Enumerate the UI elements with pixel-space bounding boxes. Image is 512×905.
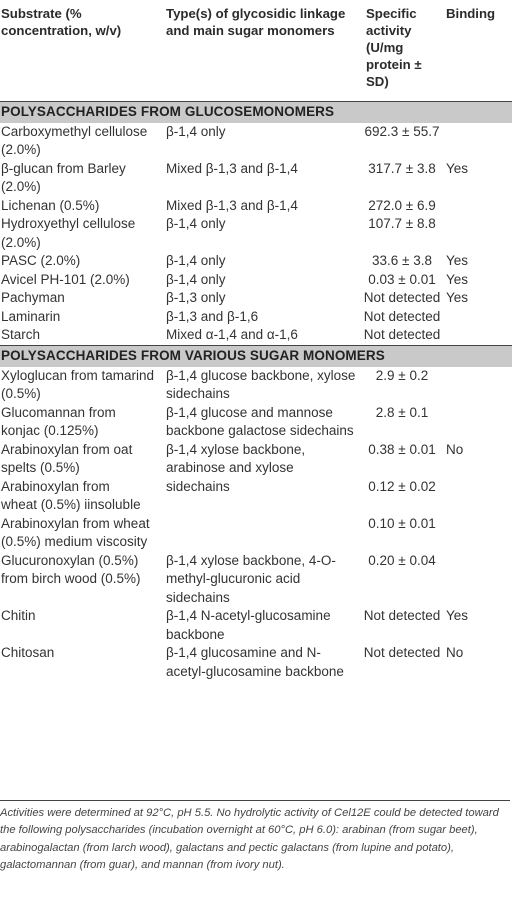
substrate-cell: Chitin bbox=[1, 608, 36, 623]
binding-cell: No bbox=[446, 645, 464, 660]
table-row bbox=[0, 441, 512, 478]
linkage-cell: β-1,4 only bbox=[166, 216, 226, 231]
linkage-cell: β-1,4 N-acetyl-glucosamine backbone bbox=[166, 608, 331, 642]
table-row bbox=[0, 515, 512, 552]
binding-cell: Yes bbox=[446, 160, 469, 176]
activity-cell: 33.6 ± 3.8 bbox=[372, 253, 432, 268]
section-title: POLYSACCHARIDES FROM GLUCOSEMONOMERS bbox=[0, 101, 512, 123]
binding-cell bbox=[442, 197, 512, 216]
substrate-cell: Starch bbox=[1, 327, 41, 342]
binding-cell: Yes bbox=[446, 271, 469, 287]
linkage-cell: β-1,4 glucose and mannose backbone galactose sidechains bbox=[166, 404, 354, 438]
substrate-cell: wheat (0.5%) iinsoluble bbox=[1, 497, 141, 512]
binding-cell bbox=[442, 326, 512, 345]
activity-cell bbox=[362, 496, 442, 515]
substrate-cell: Lichenan (0.5%) bbox=[1, 197, 100, 213]
substrate-cell: PASC (2.0%) bbox=[1, 253, 81, 268]
linkage-cell: sidechains bbox=[166, 478, 230, 494]
binding-cell bbox=[442, 404, 512, 441]
linkage-cell: β-1,4 xylose backbone, 4-O-methyl-glucuronic acid sidechains bbox=[166, 552, 336, 605]
binding-cell bbox=[442, 478, 512, 497]
binding-cell bbox=[442, 123, 512, 160]
binding-cell: No bbox=[446, 441, 464, 457]
substrate-cell: Laminarin bbox=[1, 308, 61, 324]
table-row bbox=[0, 123, 512, 160]
header-substrate: Substrate (% concentration, w/v) bbox=[1, 6, 122, 38]
activity-cell: 0.10 ± 0.01 bbox=[368, 515, 436, 531]
table-row bbox=[0, 496, 512, 515]
table-row bbox=[0, 308, 512, 327]
substrate-cell: Chitosan bbox=[1, 645, 55, 660]
header-linkage: Type(s) of glycosidic linkage and main sugar monomers bbox=[166, 6, 346, 38]
activity-cell: Not detected bbox=[363, 290, 441, 305]
header-binding: Binding bbox=[446, 6, 496, 21]
table-row bbox=[0, 404, 512, 441]
substrate-cell: Arabinoxylan from bbox=[1, 478, 110, 494]
activity-cell: Not detected bbox=[363, 327, 441, 342]
section-title: POLYSACCHARIDES FROM VARIOUS SUGAR MONOMERS bbox=[0, 345, 512, 367]
linkage-cell: β-1,4 glucosamine and N-acetyl-glucosamine backbone bbox=[166, 645, 344, 679]
linkage-cell: β-1,4 only bbox=[166, 123, 226, 139]
linkage-cell: Mixed β-1,3 and β-1,4 bbox=[166, 160, 298, 176]
section-header bbox=[0, 101, 512, 123]
activity-cell: 0.20 ± 0.04 bbox=[368, 552, 436, 568]
activity-cell: 2.8 ± 0.1 bbox=[375, 404, 429, 420]
linkage-cell: Mixed α-1,4 and α-1,6 bbox=[166, 327, 298, 342]
substrate-cell: Glucuronoxylan (0.5%) from birch wood (0.5%) bbox=[1, 552, 141, 586]
linkage-cell: Mixed β-1,3 and β-1,4 bbox=[166, 197, 298, 213]
linkage-cell bbox=[162, 515, 362, 552]
substrate-cell: Arabinoxylan from wheat (0.5%) medium viscosity bbox=[1, 515, 150, 549]
binding-cell bbox=[442, 496, 512, 515]
binding-cell bbox=[442, 552, 512, 608]
linkage-cell: β-1,4 glucose backbone, xylose sidechains bbox=[166, 367, 356, 401]
linkage-cell: β-1,4 xylose backbone, arabinose and xylose bbox=[166, 441, 306, 475]
substrate-cell: Hydroxyethyl cellulose (2.0%) bbox=[1, 216, 136, 250]
linkage-cell: β-1,3 and β-1,6 bbox=[166, 308, 259, 324]
activity-cell: 692.3 ± 55.7 bbox=[364, 123, 440, 139]
activity-cell: Not detected bbox=[363, 645, 441, 660]
table-row bbox=[0, 607, 512, 644]
activity-cell: 0.12 ± 0.02 bbox=[368, 478, 436, 494]
substrate-cell: Glucomannan from konjac (0.125%) bbox=[1, 404, 116, 438]
substrate-cell: Avicel PH-101 (2.0%) bbox=[1, 271, 130, 287]
table-row bbox=[0, 160, 512, 197]
table-row bbox=[0, 478, 512, 497]
binding-cell: Yes bbox=[446, 290, 469, 305]
activity-cell: Not detected bbox=[363, 608, 441, 623]
substrate-cell: Carboxymethyl cellulose (2.0%) bbox=[1, 123, 148, 157]
activity-cell: 107.7 ± 8.8 bbox=[368, 216, 436, 231]
binding-cell bbox=[442, 367, 512, 404]
linkage-cell bbox=[162, 496, 362, 515]
activity-cell: Not detected bbox=[363, 308, 441, 324]
table-body bbox=[0, 101, 512, 681]
table-row bbox=[0, 271, 512, 290]
substrate-cell: Xyloglucan from tamarind (0.5%) bbox=[1, 367, 155, 401]
table-row bbox=[0, 252, 512, 271]
activity-cell: 0.38 ± 0.01 bbox=[368, 441, 436, 457]
activity-cell: 0.03 ± 0.01 bbox=[368, 271, 436, 287]
table-row bbox=[0, 215, 512, 252]
linkage-cell: β-1,4 only bbox=[166, 253, 226, 268]
activity-cell: 2.9 ± 0.2 bbox=[375, 367, 429, 383]
substrate-cell: Arabinoxylan from oat spelts (0.5%) bbox=[1, 441, 133, 475]
table-row bbox=[0, 552, 512, 608]
table-row bbox=[0, 289, 512, 308]
table-row bbox=[0, 326, 512, 345]
table-footnote: Activities were determined at 92°C, pH 5.5. No hydrolytic activity of Cel12E could be detected toward the following polysaccharides (incubation overnight at 60°C, pH 6.0): arabinan (from sugar beet), arabinogalactan (from larch wood), galactans and pectic galactans (from lupine and potato), galactomannan (from guar), and mannan (from ivory nut). bbox=[0, 800, 510, 874]
activity-cell: 272.0 ± 6.9 bbox=[368, 197, 436, 213]
table-header bbox=[0, 0, 512, 101]
linkage-cell: β-1,3 only bbox=[166, 290, 226, 305]
binding-cell bbox=[442, 308, 512, 327]
binding-cell: Yes bbox=[446, 253, 469, 268]
table-row bbox=[0, 197, 512, 216]
table-row bbox=[0, 367, 512, 404]
substrate-cell: Pachyman bbox=[1, 290, 65, 305]
binding-cell bbox=[442, 215, 512, 252]
activity-cell: 317.7 ± 3.8 bbox=[368, 160, 436, 176]
binding-cell: Yes bbox=[446, 608, 469, 623]
binding-cell bbox=[442, 515, 512, 552]
section-header bbox=[0, 345, 512, 367]
table-row bbox=[0, 644, 512, 681]
linkage-cell: β-1,4 only bbox=[166, 271, 226, 287]
substrate-cell: β-glucan from Barley (2.0%) bbox=[1, 160, 126, 194]
header-activity: Specific activity (U/mg protein ± SD) bbox=[366, 6, 422, 89]
